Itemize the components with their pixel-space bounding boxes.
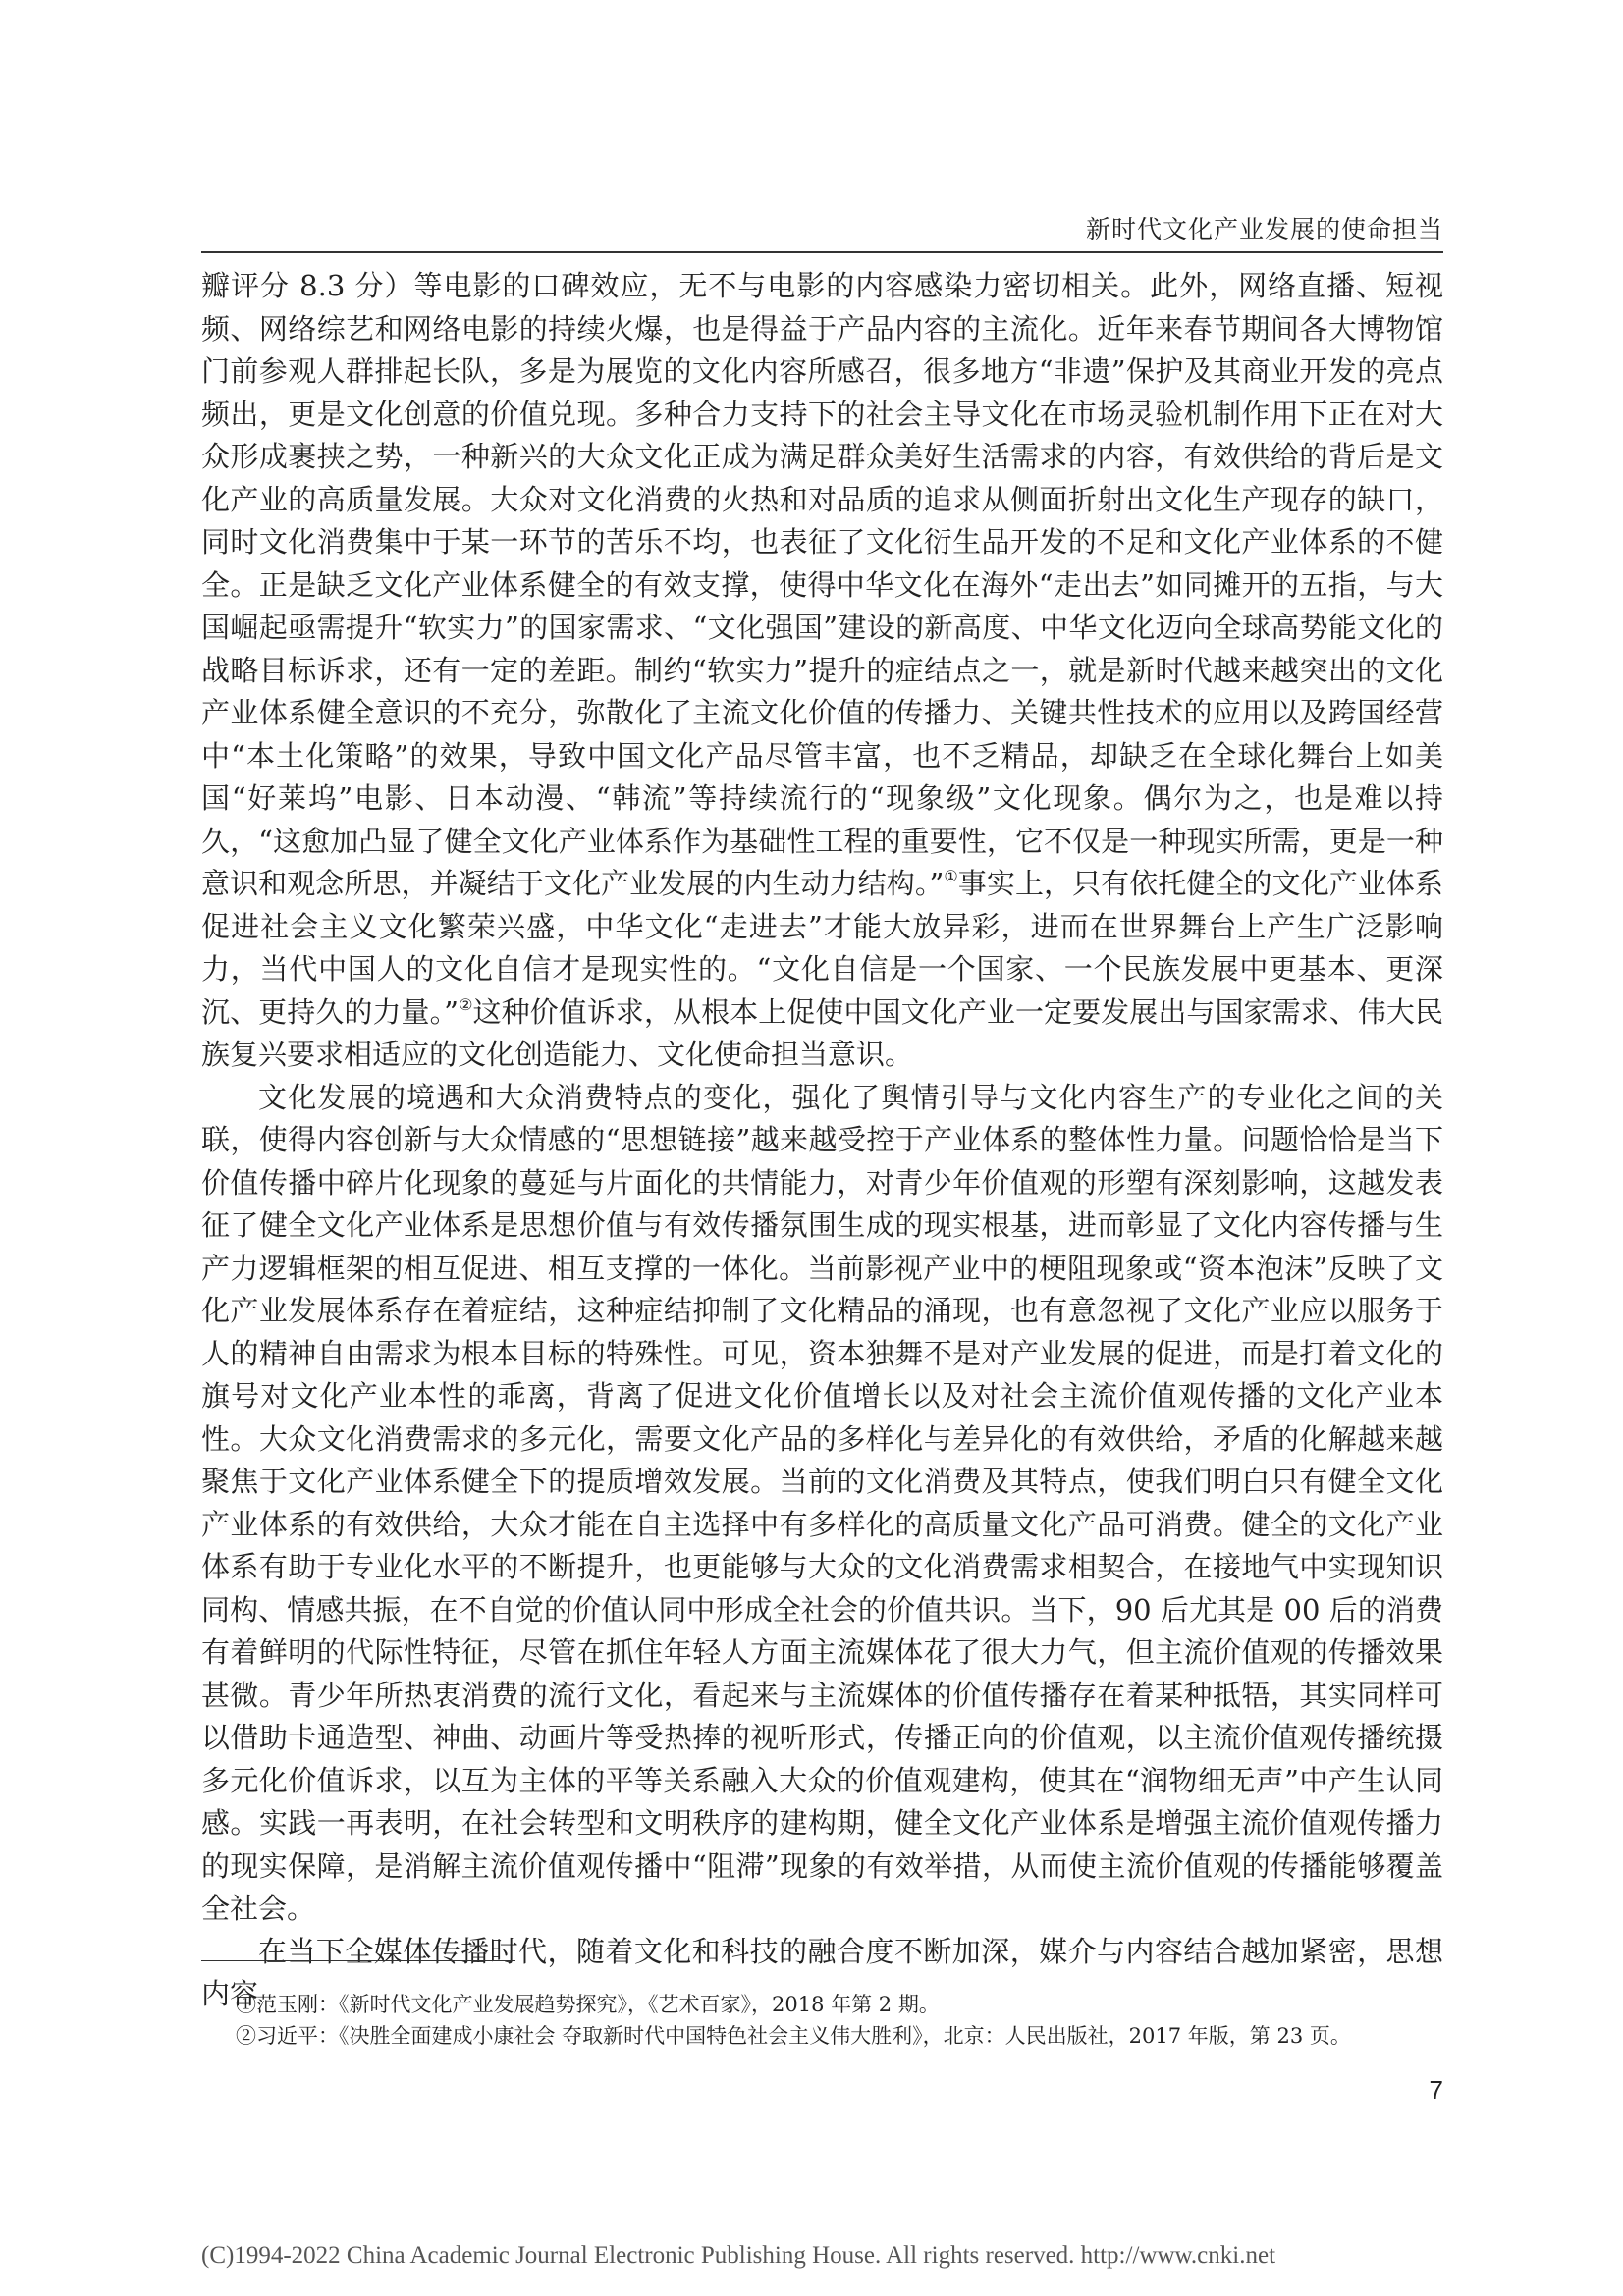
paragraph-text: 事实上，只有依托健全的文化产业体系促进社会主义文化繁荣兴盛，中华文化“走进去”才能大放异彩，进而在世界舞台上产生广泛影响力，当代中国人的文化自信才是现实性的。“文化自信是一个国家、一个民族发展中更基本、更深沉、更持久的力量。” [201,867,1444,1029]
footnotes [236,1989,1453,2052]
paragraph-text: 这种价值诉求，从根本上促使中国文化产业一定要发展出与国家需求、伟大民族复兴要求相适应的文化创造能力、文化使命担当意识。 [201,994,1444,1071]
paragraph-1 [201,265,1443,1077]
paragraph-text: 在当下全媒体传播时代，随着文化和科技的融合度不断加深，媒介与内容结合越加紧密，思想内容 [201,1934,1443,2010]
paragraph-text: 文化发展的境遇和大众消费特点的变化，强化了舆情引导与文化内容生产的专业化之间的关联，使得内容创新与大众情感的“思想链接”越来越受控于产业体系的整体性力量。问题恰恰是当下价值传播中碎片化现象的蔓延与片面化的共情能力，对青少年价值观的形塑有深刻影响，这越发表征了健全文化产业体系是思想价值与有效传播氛围生成的现实根基，进而彰显了文化内容传播与生产力逻辑框架的相互促进、相互支撑的一体化。当前影视产业中的梗阻现象或“资本泡沫”反映了文化产业发展体系存在着症结，这种症结抑制了文化精品的涌现，也有意忽视了文化产业应以服务于人的精神自由需求为根本目标的特殊性。可见，资本独舞不是对产业发展的促进，而是打着文化的旗号对文化产业本性的乖离，背离了促进文化价值增长以及对社会主流价值观传播的文化产业本性。大众文化消费需求的多元化，需要文化产品的多样化与差异化的有效供给，矛盾的化解越来越聚焦于文化产业体系健全下的提质增效发展。当前的文化消费及其特点，使我们明白只有健全文化产业体系的有效供给，大众才能在自主选择中有多样化的高质量文化产品可消费。健全的文化产业体系有助于专业化水平的不断提升，也更能够与大众的文化消费需求相契合，在接地气中实现知识同构、情感共振，在不自觉的价值认同中形成全社会的价值共识。当下，90 后尤其是 00 后的消费有着鲜明的代际性特征，尽管在抓住年轻人方面主流媒体花了很大力气，但主流价值观的传播效果甚微。青少年所热衷消费的流行文化，看起来与主流媒体的价值传播存在着某种抵牾，其实同样可以借助卡通造型、神曲、动画片等受热捧的视听形式，传播正向的价值观，以主流价值观传播统摄多元化价值诉求，以互为主体的平等关系融入大众的价值观建构，使其在“润物细无声”中产生认同感。实践一再表明，在社会转型和文明秩序的建构期，健全文化产业体系是增强主流价值观传播力的现实保障，是消解主流价值观传播中“阻滞”现象的有效举措，从而使主流价值观的传播能够覆盖全社会。 [201,1080,1443,1925]
paragraph-2 [201,1077,1443,1931]
header-rule [201,251,1443,253]
running-head: 新时代文化产业发展的使命担当 [1085,215,1443,243]
copyright-notice: (C)1994-2022 China Academic Journal Electronic Publishing House. All rights reserved. http://www.cnki.net [201,2242,1276,2269]
footnote-2: ②习近平：《决胜全面建成小康社会 夺取新时代中国特色社会主义伟大胜利》，北京：人民出版社，2017 年版，第 23 页。 [236,2024,1351,2048]
footnote-ref-2[interactable]: ② [459,994,473,1014]
paragraph-text: 瓣评分 8.3 分）等电影的口碑效应，无不与电影的内容感染力密切相关。此外，网络直播、短视频、网络综艺和网络电影的持续火爆，也是得益于产品内容的主流化。近年来春节期间各大博物馆门前参观人群排起长队，多是为展览的文化内容所感召，很多地方“非遗”保护及其商业开发的亮点频出，更是文化创意的价值兑现。多种合力支持下的社会主导文化在市场灵验机制作用下正在对大众形成裹挟之势，一种新兴的大众文化正成为满足群众美好生活需求的内容，有效供给的背后是文化产业的高质量发展。大众对文化消费的火热和对品质的追求从侧面折射出文化生产现存的缺口，同时文化消费集中于某一环节的苦乐不均，也表征了文化衍生品开发的不足和文化产业体系的不健全。正是缺乏文化产业体系健全的有效支撑，使得中华文化在海外“走出去”如同摊开的五指，与大国崛起亟需提升“软实力”的国家需求、“文化强国”建设的新高度、中华文化迈向全球高势能文化的战略目标诉求，还有一定的差距。制约“软实力”提升的症结点之一，就是新时代越来越突出的文化产业体系健全意识的不充分，弥散化了主流文化价值的传播力、关键共性技术的应用以及跨国经营中“本土化策略”的效果，导致中国文化产品尽管丰富，也不乏精品，却缺乏在全球化舞台上如美国“好莱坞”电影、日本动漫、“韩流”等持续流行的“现象级”文化现象。偶尔为之，也是难以持久，“这愈加凸显了健全文化产业体系作为基础性工程的重要性，它不仅是一种现实所需，更是一种意识和观念所思，并凝结于文化产业发展的内生动力结构。” [201,269,1443,900]
footnote-ref-1[interactable]: ① [944,867,958,885]
article-body [201,265,1443,2016]
page-number: 7 [1429,2075,1443,2105]
footnote-rule [201,1960,515,1961]
footnote-1: ①范玉刚：《新时代文化产业发展趋势探究》，《艺术百家》，2018 年第 2 期。 [236,1993,940,2016]
